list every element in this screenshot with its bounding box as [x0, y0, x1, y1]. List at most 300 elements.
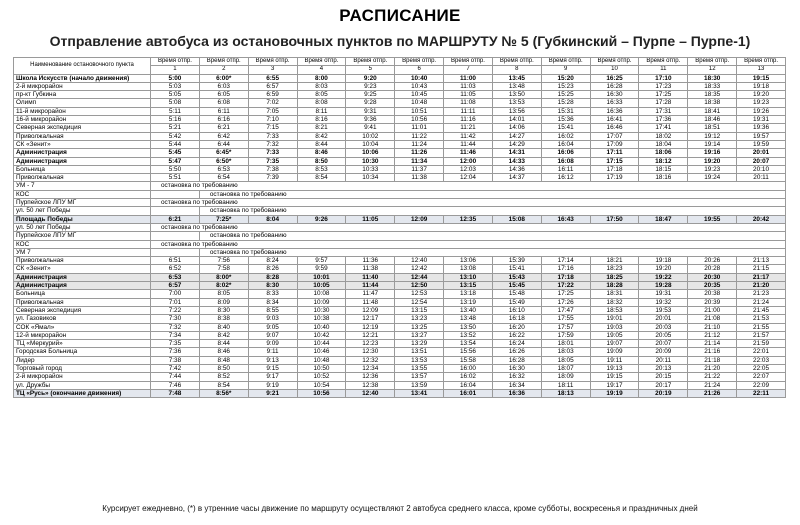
stop-name: 11-й микрорайон: [14, 107, 151, 115]
departure-time: 14:37: [492, 174, 541, 182]
departure-time: 8:56*: [199, 389, 248, 397]
departure-time: 15:56: [444, 348, 493, 356]
departure-time: 7:02: [248, 99, 297, 107]
departure-time: 15:39: [492, 257, 541, 265]
departure-time: 16:00: [444, 364, 493, 372]
departure-time: 20:13: [639, 364, 688, 372]
departure-time: 9:20: [346, 74, 395, 82]
departure-time: 19:18: [737, 82, 786, 90]
dep-header: Время отпр.: [688, 58, 737, 66]
departure-time: 11:46: [444, 149, 493, 157]
departure-time: 8:05: [297, 91, 346, 99]
departure-time: 8:53: [297, 165, 346, 173]
departure-time: 10:56: [395, 116, 444, 124]
stop-name: УМ - 7: [14, 182, 151, 190]
departure-time: 11:24: [395, 140, 444, 148]
departure-time: 11:47: [346, 290, 395, 298]
table-row: [14, 223, 786, 231]
table-row: [14, 381, 786, 389]
departure-time: 17:18: [590, 165, 639, 173]
departure-time: 20:03: [639, 323, 688, 331]
departure-time: 22:07: [737, 373, 786, 381]
stop-name: ул. 50 лет Победы: [14, 207, 151, 215]
departure-time: 14:01: [492, 116, 541, 124]
departure-time: 17:09: [590, 140, 639, 148]
departure-time: 11:48: [346, 298, 395, 306]
table-row: [14, 273, 786, 281]
departure-time: 6:11: [199, 107, 248, 115]
departure-time: 12:32: [346, 356, 395, 364]
departure-time: 9:03: [248, 315, 297, 323]
departure-time: 17:10: [639, 74, 688, 82]
departure-time: 19:12: [688, 132, 737, 140]
departure-time: 9:07: [248, 331, 297, 339]
departure-time: 5:45: [151, 149, 200, 157]
departure-time: 15:58: [444, 356, 493, 364]
departure-time: 17:19: [590, 174, 639, 182]
departure-time: 9:21: [248, 389, 297, 397]
departure-time: 14:27: [492, 132, 541, 140]
departure-time: 11:00: [444, 74, 493, 82]
departure-time: 22:05: [737, 364, 786, 372]
departure-time: 16:24: [492, 340, 541, 348]
departure-time: 17:47: [541, 306, 590, 314]
departure-time: 19:24: [688, 174, 737, 182]
departure-time: 14:06: [492, 124, 541, 132]
departure-time: 8:42: [297, 132, 346, 140]
stop-name: Площадь Победы: [14, 215, 151, 223]
departure-time: 17:31: [639, 107, 688, 115]
departure-time: 21:24: [737, 298, 786, 306]
departure-time: 6:51: [151, 257, 200, 265]
stop-name: Торговый город: [14, 364, 151, 372]
departure-time: 8:44: [199, 340, 248, 348]
departure-time: 19:16: [688, 149, 737, 157]
departure-time: 5:11: [151, 107, 200, 115]
departure-time: 21:17: [737, 273, 786, 281]
departure-time: 13:10: [444, 273, 493, 281]
departure-time: 10:09: [297, 298, 346, 306]
departure-time: 10:45: [395, 91, 444, 99]
departure-time: 16:43: [541, 215, 590, 223]
schedule-header: [14, 58, 786, 75]
departure-time: 13:25: [395, 323, 444, 331]
table-row: [14, 315, 786, 323]
request-stop-note: остановка по требованию: [151, 182, 786, 190]
dep-header: Время отпр.: [737, 58, 786, 66]
stop-name: КОС: [14, 240, 151, 248]
stop-name: Администрация: [14, 282, 151, 290]
departure-time: 19:32: [639, 298, 688, 306]
table-row: [14, 356, 786, 364]
departure-time: 10:42: [297, 331, 346, 339]
departure-time: 17:07: [590, 132, 639, 140]
departure-time: 15:45: [492, 282, 541, 290]
departure-time: 10:56: [297, 389, 346, 397]
departure-time: 9:19: [248, 381, 297, 389]
departure-time: 6:42: [199, 132, 248, 140]
departure-time: 9:26: [297, 215, 346, 223]
departure-time: 15:43: [492, 273, 541, 281]
departure-time: 11:22: [395, 132, 444, 140]
departure-time: 15:23: [541, 82, 590, 90]
departure-time: 7:56: [199, 257, 248, 265]
departure-time: 12:09: [395, 215, 444, 223]
departure-time: 18:53: [590, 306, 639, 314]
departure-time: 8:16: [297, 116, 346, 124]
departure-time: 18:11: [541, 381, 590, 389]
departure-time: 7:35: [151, 340, 200, 348]
departure-time: 9:13: [248, 356, 297, 364]
table-row: [14, 190, 786, 198]
departure-time: 12:23: [346, 340, 395, 348]
stop-name: Администрация: [14, 149, 151, 157]
trip-number: 8: [492, 66, 541, 74]
departure-time: 10:52: [297, 373, 346, 381]
departure-time: 21:20: [737, 282, 786, 290]
departure-time: 8:30: [199, 306, 248, 314]
departure-time: 19:14: [688, 140, 737, 148]
departure-time: 21:12: [688, 331, 737, 339]
departure-time: 8:52: [199, 373, 248, 381]
departure-time: 8:46: [199, 348, 248, 356]
departure-time: 18:02: [639, 132, 688, 140]
departure-time: 10:02: [346, 132, 395, 140]
departure-time: 12:03: [444, 165, 493, 173]
departure-time: 8:21: [297, 124, 346, 132]
departure-time: 18:01: [541, 340, 590, 348]
departure-time: 13:27: [395, 331, 444, 339]
departure-time: 18:06: [639, 149, 688, 157]
departure-time: 8:54: [297, 174, 346, 182]
departure-time: 6:53: [151, 273, 200, 281]
departure-time: 12:30: [346, 348, 395, 356]
departure-time: 12:42: [395, 265, 444, 273]
departure-time: 20:28: [688, 265, 737, 273]
departure-time: 8:11: [297, 107, 346, 115]
departure-time: 16:25: [590, 74, 639, 82]
departure-time: 16:22: [492, 331, 541, 339]
departure-time: 21:53: [737, 315, 786, 323]
departure-time: 9:31: [346, 107, 395, 115]
departure-time: 13:57: [395, 373, 444, 381]
departure-time: 20:07: [737, 157, 786, 165]
departure-time: 19:36: [737, 124, 786, 132]
departure-time: 13:15: [444, 282, 493, 290]
dep-header: Время отпр.: [199, 58, 248, 66]
departure-time: 9:11: [248, 348, 297, 356]
departure-time: 19:23: [688, 165, 737, 173]
table-row: [14, 248, 786, 256]
departure-time: 14:31: [492, 149, 541, 157]
departure-time: 12:40: [395, 257, 444, 265]
departure-time: 6:57: [248, 82, 297, 90]
departure-time: 17:59: [541, 331, 590, 339]
departure-time: 5:44: [151, 140, 200, 148]
request-stop-note: остановка по требованию: [199, 190, 785, 198]
table-row: [14, 340, 786, 348]
departure-time: 8:28: [248, 273, 297, 281]
departure-time: 8:30: [248, 282, 297, 290]
departure-time: 7:39: [248, 174, 297, 182]
table-row: [14, 124, 786, 132]
stop-name: Олимп: [14, 99, 151, 107]
departure-time: 9:15: [248, 364, 297, 372]
departure-time: 8:04: [248, 215, 297, 223]
departure-time: 15:28: [541, 99, 590, 107]
departure-time: 20:11: [639, 356, 688, 364]
departure-time: 22:09: [737, 381, 786, 389]
stop-name: Приволжальная: [14, 298, 151, 306]
table-row: [14, 257, 786, 265]
departure-time: 5:00: [151, 74, 200, 82]
table-row: [14, 331, 786, 339]
departure-time: 20:07: [639, 340, 688, 348]
departure-time: 15:25: [541, 91, 590, 99]
departure-time: 15:36: [541, 116, 590, 124]
departure-time: 18:31: [590, 290, 639, 298]
departure-time: 8:03: [297, 82, 346, 90]
departure-time: 10:48: [297, 356, 346, 364]
departure-time: 11:38: [346, 265, 395, 273]
departure-time: 15:41: [541, 124, 590, 132]
departure-time: 6:21: [199, 124, 248, 132]
stop-name: пр-кт Губкина: [14, 91, 151, 99]
departure-time: 19:20: [688, 157, 737, 165]
departure-time: 18:28: [590, 282, 639, 290]
departure-time: 8:38: [199, 315, 248, 323]
departure-time: 16:36: [492, 389, 541, 397]
footer-note: Курсирует ежедневно, (*) в утренние часы движение по маршруту осуществляют 2 автобуса среднего класса, кроме субботы, воскресенья и праздничных дней: [102, 504, 698, 513]
departure-time: 10:46: [297, 348, 346, 356]
departure-time: 19:07: [590, 340, 639, 348]
departure-time: 13:23: [395, 315, 444, 323]
departure-time: 18:03: [541, 348, 590, 356]
schedule-body: [14, 74, 786, 398]
departure-time: 7:38: [151, 356, 200, 364]
departure-time: 10:30: [346, 157, 395, 165]
departure-time: 12:09: [346, 306, 395, 314]
departure-time: 19:59: [737, 140, 786, 148]
departure-time: 11:11: [444, 107, 493, 115]
departure-time: 5:50: [151, 165, 200, 173]
departure-time: 16:10: [492, 306, 541, 314]
departure-time: 9:28: [346, 99, 395, 107]
table-row: [14, 232, 786, 240]
departure-time: 12:38: [346, 381, 395, 389]
departure-time: 12:19: [346, 323, 395, 331]
stop-name: Лидер: [14, 356, 151, 364]
departure-time: 22:01: [737, 348, 786, 356]
departure-time: 11:26: [395, 149, 444, 157]
departure-time: 10:01: [297, 273, 346, 281]
departure-time: 19:05: [590, 331, 639, 339]
stop-name: Администрация: [14, 157, 151, 165]
departure-time: 9:36: [346, 116, 395, 124]
departure-time: 7:00: [151, 290, 200, 298]
departure-time: 7:10: [248, 116, 297, 124]
departure-time: 20:38: [688, 290, 737, 298]
departure-time: 21:24: [688, 381, 737, 389]
departure-time: 5:42: [151, 132, 200, 140]
departure-time: 21:20: [688, 364, 737, 372]
departure-time: 21:22: [688, 373, 737, 381]
departure-time: 21:00: [688, 306, 737, 314]
trip-number: 6: [395, 66, 444, 74]
departure-time: 19:15: [590, 373, 639, 381]
departure-time: 19:17: [590, 381, 639, 389]
table-row: [14, 373, 786, 381]
departure-time: 15:20: [541, 74, 590, 82]
departure-time: 11:44: [346, 282, 395, 290]
table-row: [14, 323, 786, 331]
departure-time: 17:11: [590, 149, 639, 157]
departure-time: 18:32: [590, 298, 639, 306]
table-row: [14, 215, 786, 223]
departure-time: 11:21: [444, 124, 493, 132]
departure-time: 8:34: [248, 298, 297, 306]
departure-time: 21:10: [688, 323, 737, 331]
departure-time: 17:25: [639, 91, 688, 99]
departure-time: 5:47: [151, 157, 200, 165]
departure-time: 7:36: [151, 348, 200, 356]
table-row: [14, 348, 786, 356]
departure-time: 18:12: [639, 157, 688, 165]
stop-name: 2-й микрорайон: [14, 373, 151, 381]
departure-time: 9:59: [297, 265, 346, 273]
departure-time: 6:03: [199, 82, 248, 90]
departure-time: 22:11: [737, 389, 786, 397]
departure-time: 12:36: [346, 373, 395, 381]
departure-time: 13:40: [444, 306, 493, 314]
stop-name: Пурпейское ЛПУ МГ: [14, 232, 151, 240]
departure-time: 7:33: [248, 132, 297, 140]
departure-time: 17:14: [541, 257, 590, 265]
departure-time: 16:41: [590, 116, 639, 124]
departure-time: 19:22: [639, 273, 688, 281]
table-row: [14, 265, 786, 273]
departure-time: 16:08: [541, 157, 590, 165]
departure-time: 6:05: [199, 91, 248, 99]
departure-time: 13:53: [395, 356, 444, 364]
departure-time: 9:17: [248, 373, 297, 381]
trip-number: 10: [590, 66, 639, 74]
departure-time: 16:36: [590, 107, 639, 115]
table-row: [14, 207, 786, 215]
departure-time: 19:18: [639, 257, 688, 265]
departure-time: 21:23: [737, 290, 786, 298]
departure-time: 20:09: [639, 348, 688, 356]
dep-header: Время отпр.: [346, 58, 395, 66]
departure-time: 18:33: [688, 82, 737, 90]
table-row: [14, 174, 786, 182]
departure-time: 9:09: [248, 340, 297, 348]
departure-time: 10:40: [297, 323, 346, 331]
departure-time: 16:28: [492, 356, 541, 364]
table-row: [14, 99, 786, 107]
departure-time: 8:26: [248, 265, 297, 273]
departure-time: 16:34: [492, 381, 541, 389]
departure-time: 6:55: [248, 74, 297, 82]
stop-name: ул. Газовиков: [14, 315, 151, 323]
departure-time: 12:53: [395, 290, 444, 298]
departure-time: 19:01: [590, 315, 639, 323]
departure-time: 20:30: [688, 273, 737, 281]
departure-time: 16:30: [590, 91, 639, 99]
empty-cell: [151, 232, 200, 240]
departure-time: 19:57: [737, 132, 786, 140]
departure-time: 7:48: [151, 389, 200, 397]
departure-time: 20:10: [737, 165, 786, 173]
departure-time: 21:45: [737, 306, 786, 314]
departure-time: 19:26: [737, 107, 786, 115]
departure-time: 17:26: [541, 298, 590, 306]
departure-time: 17:28: [639, 99, 688, 107]
departure-time: 11:37: [395, 165, 444, 173]
departure-time: 6:53: [199, 165, 248, 173]
departure-time: 21:14: [688, 340, 737, 348]
table-row: [14, 298, 786, 306]
departure-time: 10:43: [395, 82, 444, 90]
departure-time: 16:18: [492, 315, 541, 323]
departure-time: 11:05: [444, 91, 493, 99]
departure-time: 19:55: [688, 215, 737, 223]
trip-number: 11: [639, 66, 688, 74]
departure-time: 18:35: [688, 91, 737, 99]
table-row: [14, 107, 786, 115]
departure-time: 10:38: [297, 315, 346, 323]
departure-time: 8:05: [199, 290, 248, 298]
departure-time: 10:40: [395, 74, 444, 82]
table-row: [14, 306, 786, 314]
stop-name: ТЦ «Меркурий»: [14, 340, 151, 348]
table-row: [14, 149, 786, 157]
departure-time: 8:46: [297, 149, 346, 157]
table-row: [14, 290, 786, 298]
departure-time: 7:30: [151, 315, 200, 323]
departure-time: 17:15: [590, 157, 639, 165]
departure-time: 9:23: [346, 82, 395, 90]
departure-time: 7:25*: [199, 215, 248, 223]
request-stop-note: остановка по требованию: [199, 248, 785, 256]
stop-name: УМ 7: [14, 248, 151, 256]
departure-time: 19:20: [737, 91, 786, 99]
departure-time: 6:59: [248, 91, 297, 99]
departure-time: 21:55: [737, 323, 786, 331]
departure-time: 21:16: [688, 348, 737, 356]
departure-time: 19:31: [737, 116, 786, 124]
trip-number: 9: [541, 66, 590, 74]
departure-time: 19:15: [737, 74, 786, 82]
departure-time: 12:21: [346, 331, 395, 339]
stop-name: Приволжальная: [14, 257, 151, 265]
departure-time: 13:54: [444, 340, 493, 348]
departure-time: 19:09: [590, 348, 639, 356]
departure-time: 21:08: [688, 315, 737, 323]
departure-time: 11:08: [444, 99, 493, 107]
departure-time: 14:33: [492, 157, 541, 165]
departure-time: 13:51: [395, 348, 444, 356]
departure-time: 17:41: [639, 124, 688, 132]
departure-time: 15:48: [492, 290, 541, 298]
departure-time: 20:01: [737, 149, 786, 157]
stop-column-header: Наименование остановочного пункта: [14, 58, 151, 75]
departure-time: 17:50: [590, 215, 639, 223]
departure-time: 7:15: [248, 124, 297, 132]
departure-time: 16:02: [444, 373, 493, 381]
departure-time: 16:12: [541, 174, 590, 182]
stop-name: ул. Дружбы: [14, 381, 151, 389]
